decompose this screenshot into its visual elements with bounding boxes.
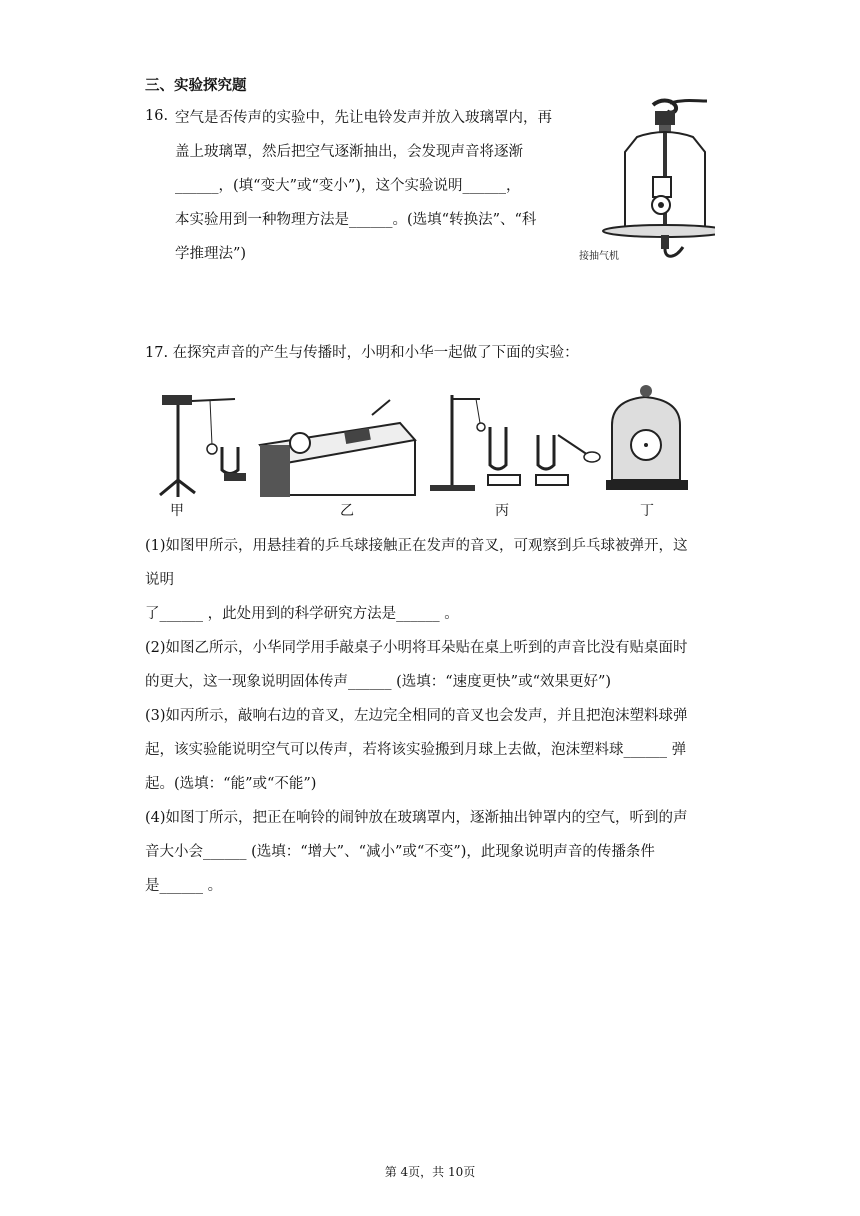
- q17-p1-line-3: 了______ ，此处用到的科学研究方法是______ 。: [145, 606, 459, 622]
- question-16-number: 16.: [145, 108, 169, 124]
- q16-line-2: 盖上玻璃罩，然后把空气逐渐抽出，会发现声音将逐渐: [175, 144, 523, 160]
- q16-line-3: ______，(填“变大”或“变小”)，这个实验说明______，: [175, 178, 521, 194]
- q16-line-4: 本实验用到一种物理方法是______。(选填“转换法”、“科: [175, 212, 537, 228]
- q17-intro: 17. 在探究声音的产生与传播时，小明和小华一起做了下面的实验：: [145, 345, 579, 361]
- label-bing: 丙: [495, 503, 509, 519]
- figure-ding: [606, 385, 688, 519]
- q17-p1-line-2: 说明: [145, 572, 174, 588]
- q17-p3-line-1: (3)如丙所示，敲响右边的音叉，左边完全相同的音叉也会发声，并且把泡沫塑料球弹: [145, 708, 688, 724]
- label-ding: 丁: [640, 503, 654, 519]
- q17-p3-line-3: 起。(选填：“能”或“不能”): [145, 776, 317, 792]
- bell-jar-figure: [575, 97, 715, 267]
- figure-bing: [430, 395, 600, 519]
- figure-jia: [160, 395, 246, 519]
- label-yi: 乙: [340, 503, 354, 519]
- q17-p1-line-1: (1)如图甲所示，用悬挂着的乒乓球接触正在发声的音叉，可观察到乒乓球被弹开，这: [145, 538, 688, 554]
- q16-line-1: 空气是否传声的实验中，先让电铃发声并放入玻璃罩内，再: [175, 110, 552, 126]
- q17-p4-line-1: (4)如图丁所示，把正在响铃的闹钟放在玻璃罩内，逐渐抽出钟罩内的空气，听到的声: [145, 810, 688, 826]
- figure-yi: [260, 400, 415, 519]
- page-footer: 第 4页，共 10页: [384, 1165, 476, 1179]
- section-title: 三、实验探究题: [145, 77, 247, 94]
- sound-experiments-figure: [140, 385, 730, 520]
- q17-p4-line-2: 音大小会______ (选填：“增大”、“减小”或“不变”)，此现象说明声音的传播条件: [145, 844, 655, 860]
- q17-p2-line-1: (2)如图乙所示，小华同学用手敲桌子小明将耳朵贴在桌上听到的声音比没有贴桌面时: [145, 640, 688, 656]
- bell-jar-label: 接抽气机: [579, 251, 619, 262]
- q17-p4-line-3: 是______ 。: [145, 878, 223, 894]
- q16-line-5: 学推理法”): [175, 246, 247, 262]
- label-jia: 甲: [170, 503, 184, 519]
- q17-p2-line-2: 的更大，这一现象说明固体传声______ (选填：“速度更快”或“效果更好”): [145, 674, 612, 690]
- q17-p3-line-2: 起，该实验能说明空气可以传声，若将该实验搬到月球上去做，泡沫塑料球______ 弹: [145, 742, 687, 758]
